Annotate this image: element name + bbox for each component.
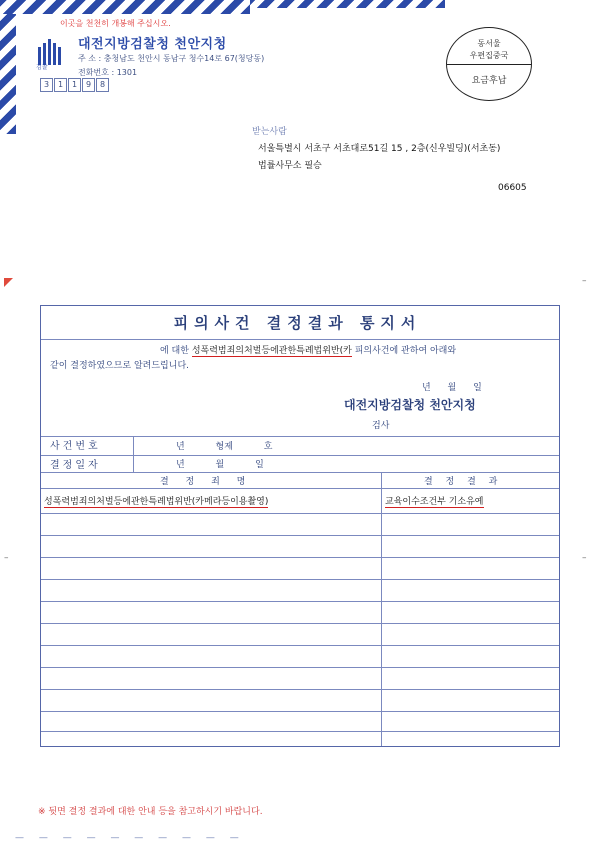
phone-value: 1301 [116,68,138,77]
postage-stamp [446,27,532,101]
postal-code: 06605 [498,183,527,193]
envelope-stripe [0,14,16,134]
fold-tick: – [582,276,587,286]
logo-caption: 검찰 [36,64,48,71]
column-charge: 결 정 죄 명 [160,477,246,487]
prosecution-logo-icon [38,35,62,65]
case-no-value: 년 형제 호 [176,442,273,452]
recipient-address: 서울특별시 서초구 서초대로51길 15 , 2층(신우빌딩)(서초동) [258,144,501,154]
intro-suffix: 피의사건에 관하여 아래와 [354,346,457,356]
issue-date: 년 월 일 [422,383,482,393]
prosecutor-label: 검사 [372,421,390,431]
stamp-line: 우편집중국 [469,51,509,60]
envelope-stripe [0,0,250,14]
case-no-label: 사건번호 [50,441,101,452]
fold-corner-mark [4,278,13,287]
decision-result: 교육이수조건부 기소유예 [385,494,484,508]
fold-tick: – [4,553,9,563]
decision-date-value: 년 월 일 [176,460,264,470]
address-label: 주 소 : [78,54,102,63]
zip-digit: 3 [40,78,53,92]
notice-title: 피의사건 결정결과 통지서 [173,314,422,332]
stamp-line: 동서울 [477,39,501,48]
sender-zip [40,78,110,92]
intro-line [160,343,456,356]
intro-prefix: 에 대한 [160,346,189,356]
stamp-divider [447,64,531,65]
sender-phone [78,67,137,78]
decided-charge: 성폭력범죄의처벌등에관한특례법위반(카메라등이용촬영) [44,494,268,508]
zip-digit: 1 [54,78,67,92]
zip-digit: 8 [96,78,109,92]
sender-org: 대전지방검찰청 천안지청 [78,37,227,52]
issuer-name: 대전지방검찰청 천안지청 [344,398,476,412]
intro-line-2: 같이 결정하였으므로 알려드립니다. [50,361,189,371]
bottom-dashes: — — — — — — — — — — [15,833,245,843]
footer-note: ※ 뒷면 결정 결과에 대한 안내 등을 참고하시기 바랍니다. [38,807,263,817]
address-value: 충청남도 천안시 동남구 청수14로 67(청당동) [103,54,265,63]
zip-digit: 9 [82,78,95,92]
notice-form [40,305,560,747]
column-result: 결 정 결 과 [424,477,498,487]
open-warning: 이곳을 천천히 개봉해 주십시오. [60,19,171,28]
recipient-label: 받는사람 [252,127,287,137]
fold-tick: – [582,553,587,563]
zip-digit: 1 [68,78,81,92]
charge-inline: 성폭력범죄의처벌등에관한특례법위반(카 [191,346,352,356]
sender-address [78,53,264,64]
decision-date-label: 결정일자 [50,460,101,471]
envelope-stripe [250,0,445,8]
phone-label: 전화번호 : [78,68,115,77]
recipient-name: 법률사무소 필승 [258,161,322,171]
stamp-line: 요금후납 [471,76,507,86]
